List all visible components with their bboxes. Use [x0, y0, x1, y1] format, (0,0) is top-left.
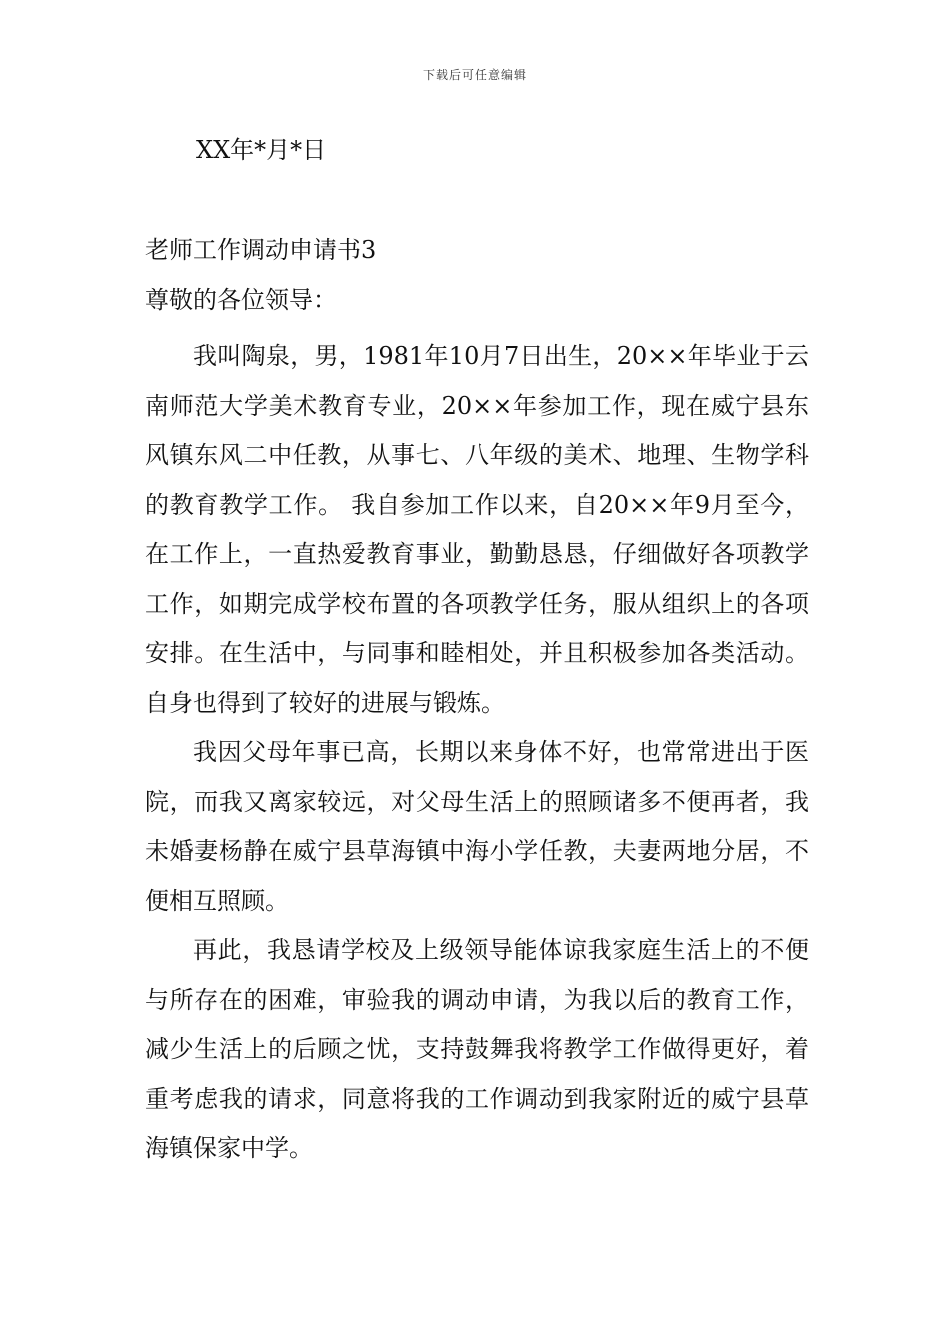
- salutation: 尊敬的各位领导：: [145, 286, 337, 314]
- paragraph-family-reasons: 我因父母年事已高，长期以来身体不好，也常常进出于医院，而我又离家较远，对父母生活上的照顾诸多不便再者，我未婚妻杨静在威宁县草海镇中海小学任教，夫妻两地分居，不便相互照顾。: [145, 738, 809, 915]
- letter-body: [145, 332, 809, 1174]
- page-header-note: 下载后可任意编辑: [422, 68, 527, 82]
- paragraph-introduction: 我叫陶泉，男，1981年10月7日出生，20××年毕业于云南师范大学美术教育专业，20××年参加工作，现在威宁县东风镇东风二中任教，从事七、八年级的美术、地理、生物学科的教育教学工作。 我自参加工作以来，自20××年9月至今，在工作上，一直热爱教育事业，勤勤恳恳，仔细做好各项教学工作，如期完成学校布置的各项教学任务，服从组织上的各项安排。在生活中，与同事和睦相处，并且积极参加各类活动。自身也得到了较好的进展与锻炼。: [145, 342, 809, 717]
- document-title: 老师工作调动申请书3: [145, 236, 377, 264]
- paragraph-request: 再此，我恳请学校及上级领导能体谅我家庭生活上的不便与所存在的困难，审验我的调动申请，为我以后的教育工作，减少生活上的后顾之忧，支持鼓舞我将教学工作做得更好，着重考虑我的请求，同意将我的工作调动到我家附近的威宁县草海镇保家中学。: [145, 936, 809, 1162]
- document-date: XX年*月*日: [196, 136, 327, 164]
